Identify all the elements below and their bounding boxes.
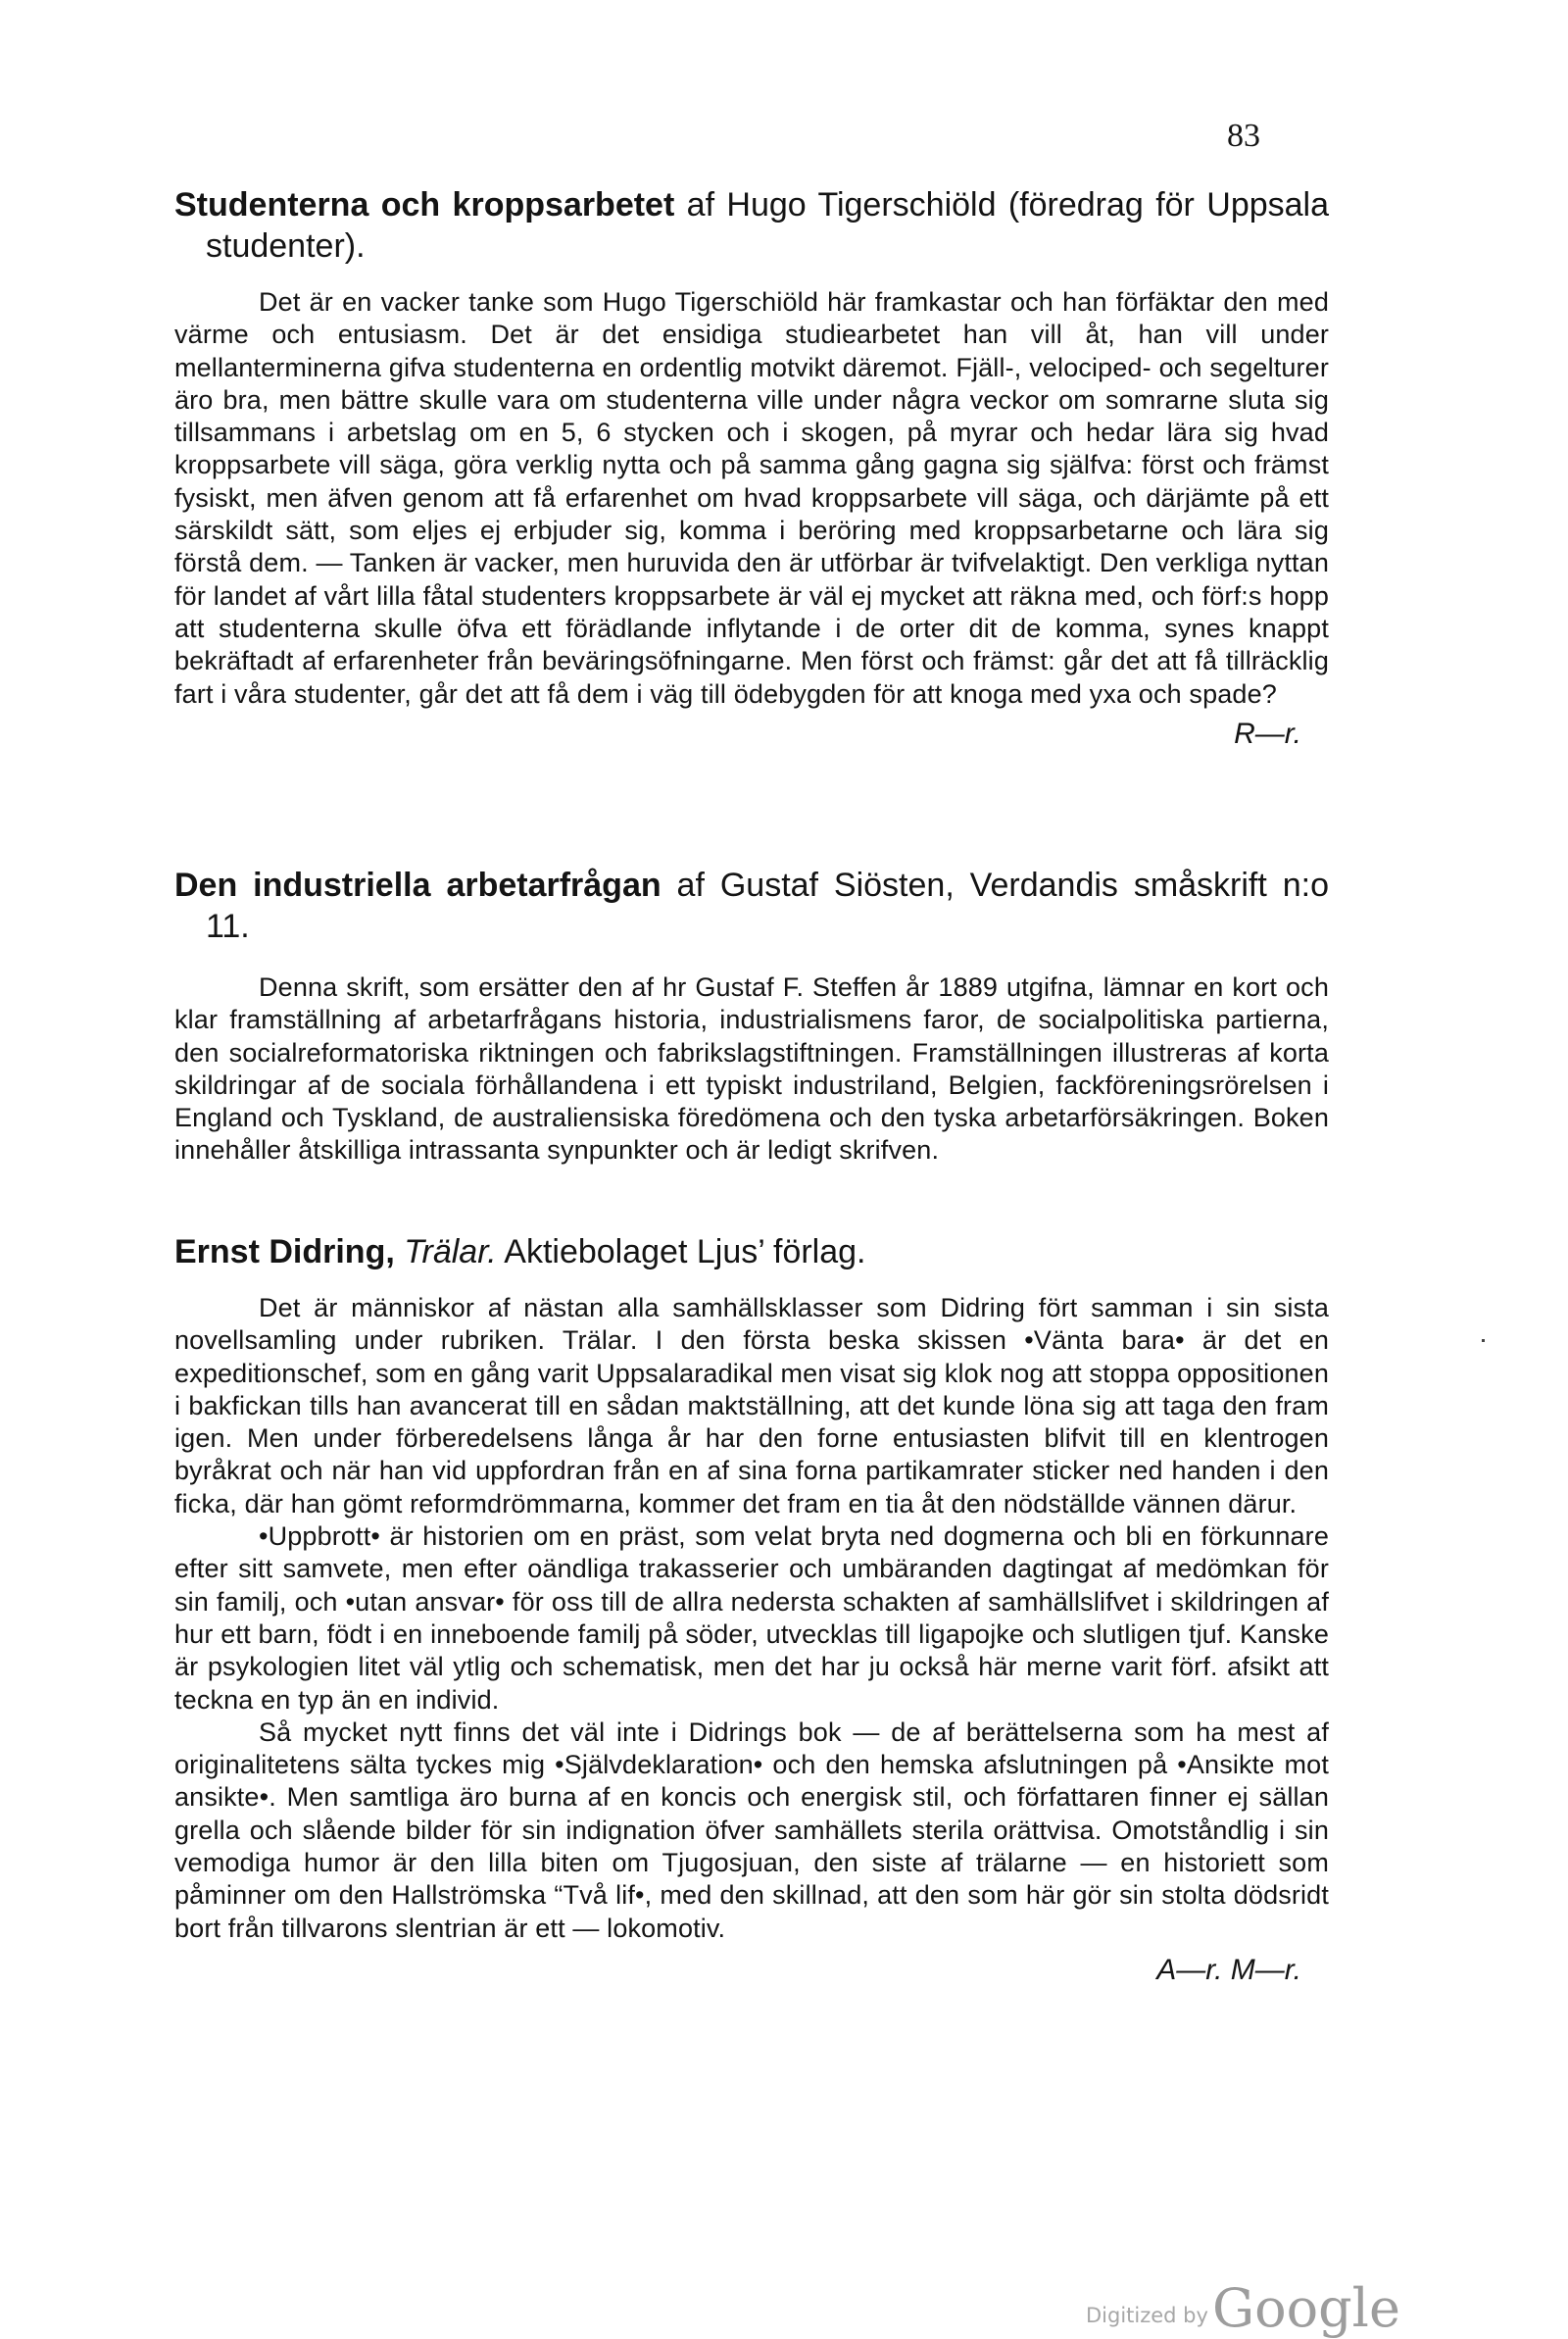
review-title: Studenterna och kroppsarbetet [174,186,675,224]
review-signature: R—r. [1234,717,1301,750]
review-book-title: Trälar. [404,1233,497,1270]
review-subtitle: af Hugo Tigerschiöld (föredrag för Uppsala studenter). [206,186,1330,265]
review-tralar [174,1231,1329,1990]
review-title: Ernst Didring, [174,1233,395,1270]
review-arbetarfragan [174,865,1329,1168]
review-heading [174,184,1329,267]
review-paragraph: Det är människor af nästan alla samhällsklasser som Didring fört samman i sin sista novellsamling under rubriken. Trälar. I den första beska skissen •Vänta bara• är det en expeditionschef, som en gång varit Uppsalaradikal men visat sig klok nog att stoppa oppositionen i bakfickan tills han avancerat till en sådan maktställning, att det kunde löna sig att taga den fram igen. Men under förberedelsens långa år har den forne entusiasten blifvit till en klentrogen byråkrat och när han vid uppfordran från en af sina forna partikamrater sticker ned handen i den ficka, där han gömt reformdrömmarna, kommer det fram en tia åt den nödställde vännen därur. [174,1293,1329,1518]
review-paragraph: Så mycket nytt finns det väl inte i Didrings bok — de af berättelserna som ha mest af originalitetens sälta tyckes mig •Självdeklaration• och den hemska afslutningen på •Ansikte mot ansikte•. Men samtliga äro burna af en koncis och energisk stil, och författaren finner ej sällan grella och slående bilder för sin indignation öfver samhällets sterila orättvisa. Omotståndlig i sin vemodiga humor är den lilla biten om Tjugosjuan, den siste af trälarne — en historiett som påminner om den Hallströmska “Två lif•, med den skillnad, att den som här gör sin stolta dödsridt bort från tillvarons slentrian är ett — lokomotiv. [174,1717,1329,1943]
review-studenterna [174,184,1329,754]
review-subtitle: af Gustaf Siösten, Verdandis småskrift n:o 11. [206,867,1330,945]
google-logo: Google [1211,2277,1400,2339]
review-paragraph: Det är en vacker tanke som Hugo Tigerschiöld här framkastar och han förfäktar den med värme och entusiasm. Det är det ensidiga studiearbetet han vill åt, han vill under mellanterminerna gifva studenterna en ordentlig motvikt däremot. Fjäll-, velociped- och segelturer äro bra, men bättre skulle vara om studenterna ville under några veckor om somrarne sluta sig tillsammans i arbetslag om en 5, 6 stycken och i skogen, på myrar och hedar lära sig hvad kroppsarbete vill säga, göra verklig nytta och på samma gång gagna sig själfva: först och främst fysiskt, men äfven genom att få erfarenhet om hvad kroppsarbete vill säga, och därjämte på ett särskildt sätt, som eljes ej erbjuder sig, komma i beröring med kroppsarbetarne och lära sig förstå dem. — Tanken är vacker, men huruvida den är utförbar är tvifvelaktigt. Den verkliga nyttan för landet af vårt lilla fåtal studenters kroppsarbete är väl ej mycket att räkna med, och förf:s hopp att studenterna skulle öfva ett förädlande inflytande i de orter dit de komma, synes knappt bekräftadt af erfarenheter från beväringsöfningarne. Men först och främst: går det att få tillräcklig fart i våra studenter, går det att få dem i väg till ödebygden för att knoga med yxa och spade? [174,287,1329,709]
review-heading [174,865,1329,947]
watermark-prefix: Digitized by [1086,2304,1208,2327]
review-signature: A—r. M—r. [1156,1953,1301,1986]
review-subtitle: Aktiebolaget Ljus’ förlag. [504,1233,866,1270]
review-title: Den industriella arbetarfrågan [174,867,662,904]
print-speck [1482,1339,1485,1342]
review-paragraph: •Uppbrott• är historien om en präst, som velat bryta ned dogmerna och bli en förkunnare efter sitt samvete, men efter oändliga trakasserier och umbäranden dagtingat af medömkan för sin familj, och •utan ansvar• för oss till de allra nedersta schakten af samhällslifvet i skildringen af hur ett barn, födt i en inneboende familj på söder, utvecklas till ligapojke och slutligen tjuf. Kanske är psykologien litet väl ytlig och schematisk, men det har ju också här merne varit förf. afsikt att teckna en typ än en individ. [174,1521,1329,1715]
digitized-watermark [1086,2277,1400,2339]
review-paragraph: Denna skrift, som ersätter den af hr Gustaf F. Steffen år 1889 utgifna, lämnar en kort och klar framställning af arbetarfrågans historia, industrialismens faror, de socialpolitiska partierna, den socialreformatoriska riktningen och fabrikslagstiftningen. Framställningen illustreras af korta skildringar af de sociala förhållandena i ett typiskt industriland, Belgien, fackföreningsrörelsen i England och Tyskland, de australiensiska föredömena och den tyska arbetarförsäkringen. Boken innehåller åtskilliga intrassanta synpunkter och är ledigt skrifven. [174,972,1329,1166]
review-heading [174,1231,1329,1272]
page-number: 83 [1227,118,1260,154]
